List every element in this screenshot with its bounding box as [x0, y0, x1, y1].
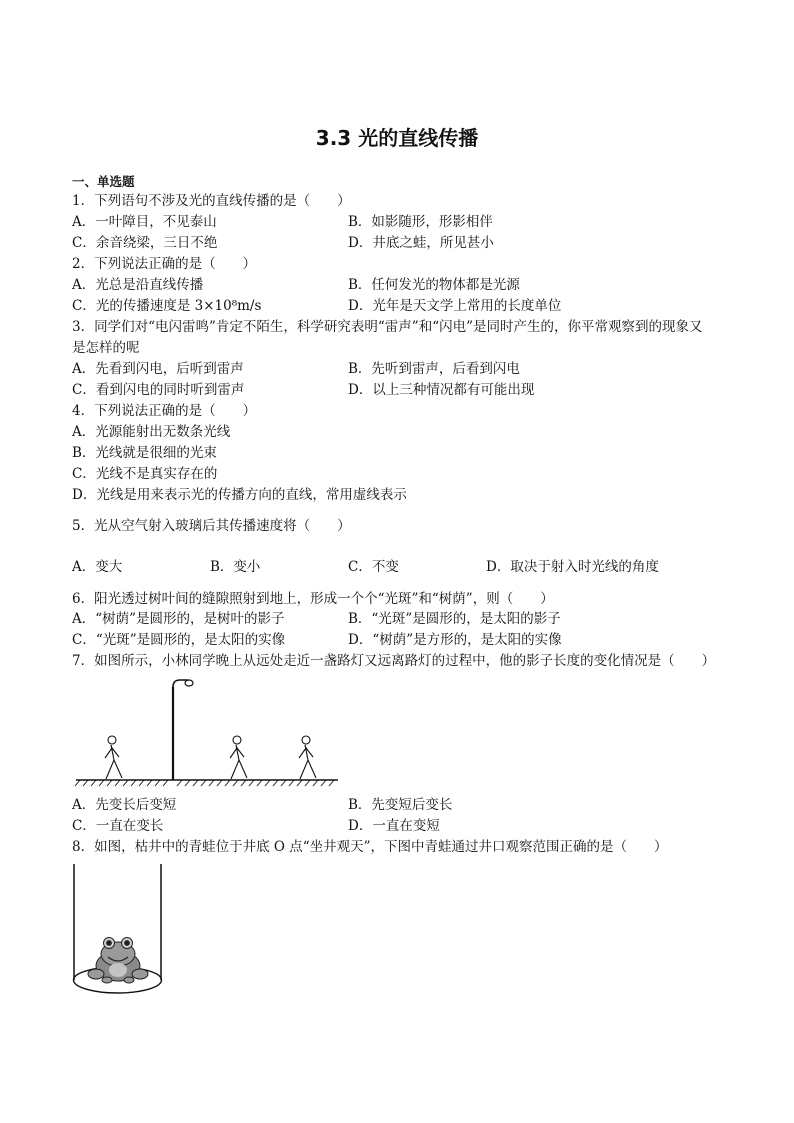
q4-stem: 4．下列说法正确的是（ ） [72, 403, 257, 419]
q1-option-a: A．一叶障目，不见泰山 [72, 214, 217, 230]
q1-option-b: B．如影随形，形影相伴 [348, 214, 493, 230]
q2-stem: 2．下列说法正确的是（ ） [72, 256, 257, 272]
q6-stem: 6．阳光透过树叶间的缝隙照射到地上，形成一个个“光斑”和“树荫”，则（ ） [72, 591, 554, 607]
q5-option-a: A．变大 [72, 559, 123, 575]
q6-option-a: A．“树荫”是圆形的，是树叶的影子 [72, 611, 285, 627]
q7-option-b: B．先变短后变长 [348, 797, 453, 813]
q4-option-b: B．光线就是很细的光束 [72, 445, 217, 461]
q3-option-b: B．先听到雷声，后看到闪电 [348, 361, 520, 377]
q2-option-b: B．任何发光的物体都是光源 [348, 277, 520, 293]
q5-option-d: D．取决于射入时光线的角度 [486, 559, 659, 575]
q5-option-c: C．不变 [348, 559, 399, 575]
q2-option-d: D．光年是天文学上常用的长度单位 [348, 298, 562, 314]
q4-option-d: D．光线是用来表示光的传播方向的直线，常用虚线表示 [72, 487, 407, 503]
page-title: 3.3 光的直线传播 [315, 126, 479, 150]
q2-option-c: C．光的传播速度是 3×10⁸m/s [72, 298, 262, 314]
q7-stem: 7．如图所示，小林同学晚上从远处走近一盏路灯又远离路灯的过程中，他的影子长度的变化情况是（ ） [72, 653, 716, 669]
q4-option-c: C．光线不是真实存在的 [72, 466, 218, 482]
q3-option-a: A．先看到闪电，后听到雷声 [72, 361, 244, 377]
q6-option-c: C．“光斑”是圆形的，是太阳的实像 [72, 632, 286, 648]
q3-stem-line2: 是怎样的呢 [72, 340, 140, 356]
q5-stem: 5．光从空气射入玻璃后其传播速度将（ ） [72, 518, 351, 534]
section-heading: 一、单选题 [72, 174, 135, 189]
q6-option-b: B．“光斑”是圆形的，是太阳的影子 [348, 611, 561, 627]
q6-option-d: D．“树荫”是方形的，是太阳的实像 [348, 632, 562, 648]
q7-option-c: C．一直在变长 [72, 818, 164, 834]
q2-option-a: A．光总是沿直线传播 [72, 277, 204, 293]
q4-option-a: A．光源能射出无数条光线 [72, 424, 231, 440]
q7-option-a: A．先变长后变短 [72, 797, 177, 813]
q1-stem: 1．下列语句不涉及光的直线传播的是（ ） [72, 193, 351, 209]
q3-stem-line1: 3．同学们对“电闪雷鸣”肯定不陌生，科学研究表明“雷声”和“闪电”是同时产生的，你平常观察到的现象又 [72, 319, 703, 335]
q8-stem: 8．如图，枯井中的青蛙位于井底 O 点“坐井观天”，下图中青蛙通过井口观察范围正确的是（ ） [72, 839, 668, 855]
q7-option-d: D．一直在变短 [348, 818, 440, 834]
q3-option-c: C．看到闪电的同时听到雷声 [72, 382, 245, 398]
well-frog-figure [68, 862, 170, 1000]
q5-option-b: B．变小 [210, 559, 261, 575]
q3-option-d: D．以上三种情况都有可能出现 [348, 382, 535, 398]
q1-option-c: C．余音绕梁，三日不绝 [72, 235, 218, 251]
q1-option-d: D．井底之蛙，所见甚小 [348, 235, 494, 251]
streetlamp-figure [72, 676, 344, 792]
